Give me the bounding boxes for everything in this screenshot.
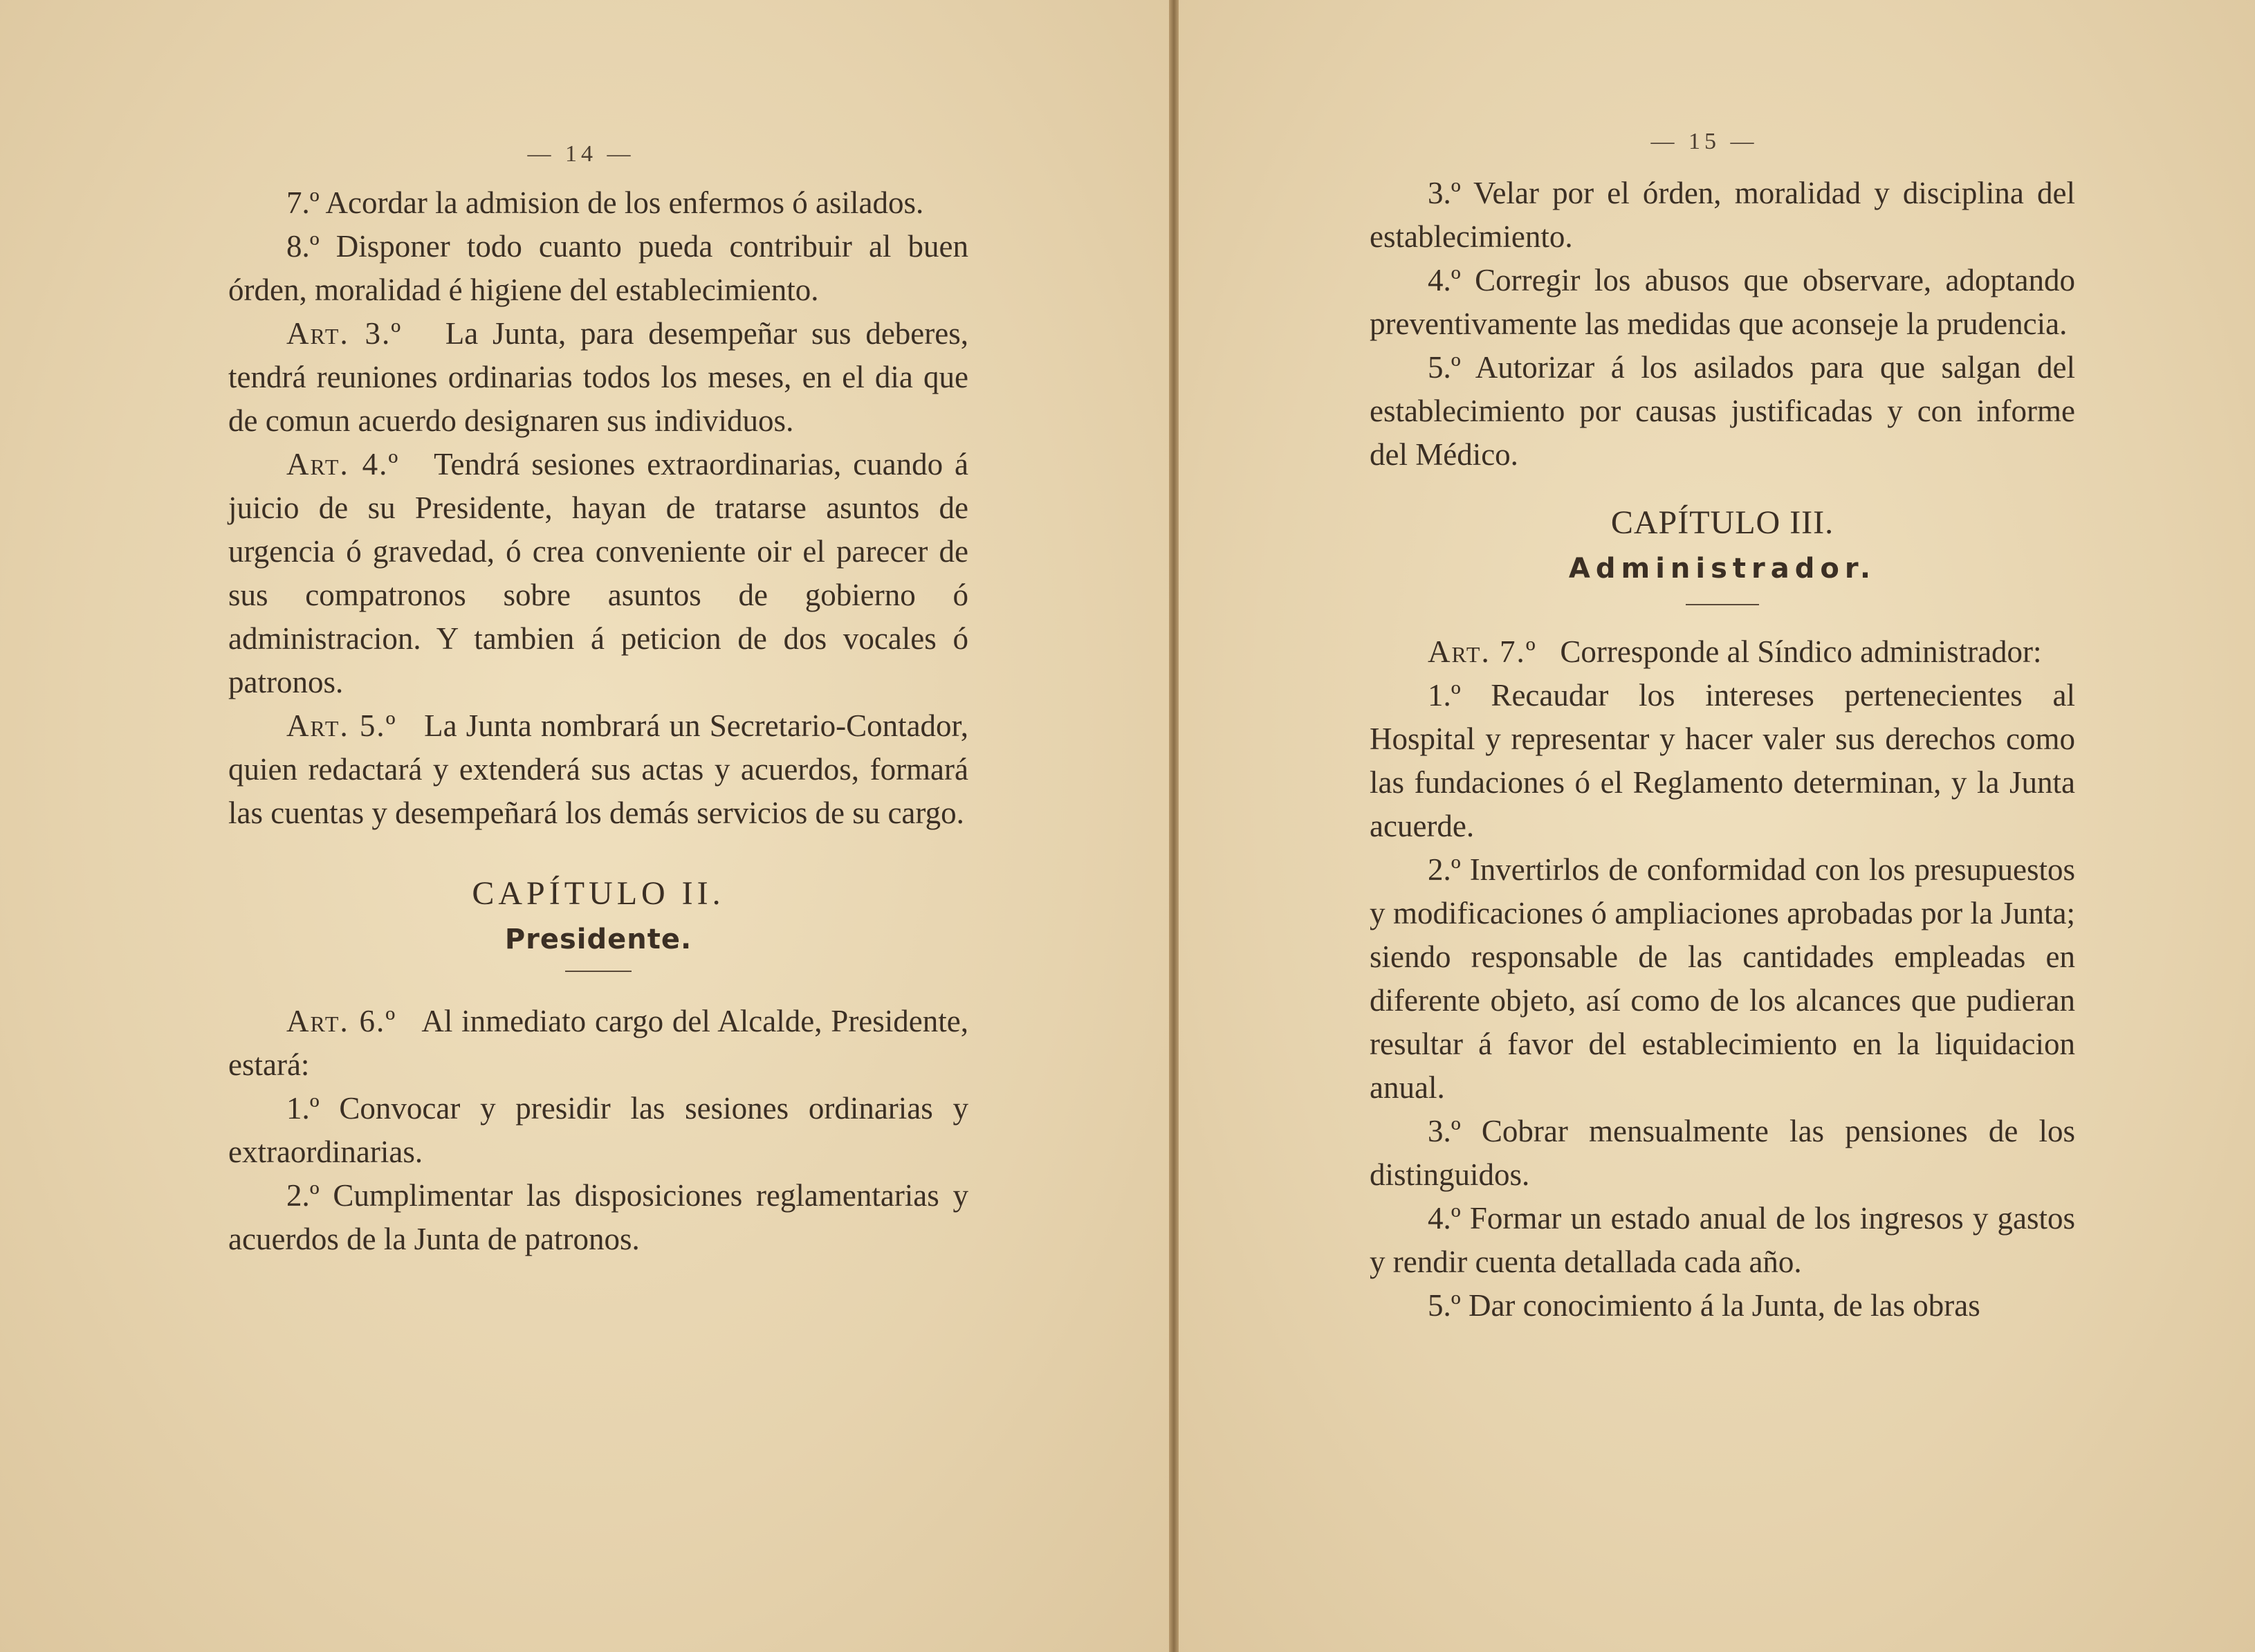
divider: [565, 971, 632, 972]
page-number: — 15 —: [1650, 129, 1758, 154]
article-label: Art. 7.º: [1428, 634, 1537, 669]
book-gutter: [1169, 0, 1179, 1652]
article-paragraph: [1370, 630, 2075, 674]
paragraph: 8.º Disponer todo cuanto pueda contribuir al buen órden, moralidad é higiene del establecimiento.: [228, 229, 968, 307]
paragraph: 4.º Corregir los abusos que observare, adoptando preventivamente las medidas que aconseje la prudencia.: [1370, 263, 2075, 341]
paragraph: 2.º Invertirlos de conformidad con los presupuestos y modificaciones ó ampliaciones aprobadas por la Junta; siendo responsable de las cantidades empleadas en diferente objeto, así como de los alcances que pudieran resultar á favor del establecimiento en la liquidacion anual.: [1370, 852, 2075, 1105]
article-text: La Junta nombrará un Secretario-Contador, quien redactará y extenderá sus actas y acuerdos, formará las cuentas y desempeñará los demás servicios de su cargo.: [228, 708, 968, 830]
article-text: La Junta, para desempeñar sus deberes, tendrá reuniones ordinarias todos los meses, en el dia que de comun acuerdo designaren sus individuos.: [228, 316, 969, 438]
right-page: [1179, 0, 2255, 1652]
section-title: Administrador.: [1568, 553, 1877, 585]
article-paragraph: [228, 443, 968, 704]
article-paragraph: [228, 312, 968, 443]
page-body: [1370, 172, 2075, 1328]
article-paragraph: [228, 1000, 968, 1087]
article-label: Art. 4.º: [286, 447, 400, 481]
paragraph: 3.º Cobrar mensualmente las pensiones de los distinguidos.: [1370, 1114, 2075, 1192]
article-text: Corresponde al Síndico administrador:: [1560, 634, 2042, 669]
paragraph: 1.º Convocar y presidir las sesiones ordinarias y extraordinarias.: [228, 1091, 968, 1169]
paragraph: 7.º Acordar la admision de los enfermos ó asilados.: [286, 185, 924, 220]
article-paragraph: [228, 704, 968, 835]
paragraph: 3.º Velar por el órden, moralidad y disciplina del establecimiento.: [1370, 176, 2075, 254]
paragraph: 2.º Cumplimentar las disposiciones reglamentarias y acuerdos de la Junta de patronos.: [228, 1178, 968, 1256]
paragraph: 5.º Dar conocimiento á la Junta, de las obras: [1428, 1288, 1980, 1323]
article-label: Art. 6.º: [286, 1004, 397, 1038]
article-text: Tendrá sesiones extraordinarias, cuando á juicio de su Presidente, hayan de tratarse asuntos de urgencia ó gravedad, ó crea conveniente oir el parecer de sus compatronos sobre asuntos de gobierno ó administracion. Y tambien á peticion de dos vocales ó patronos.: [228, 447, 968, 699]
paragraph: 1.º Recaudar los intereses pertenecientes al Hospital y representar y hacer valer sus derechos como las fundaciones ó el Reglamento determinan, y la Junta acuerde.: [1370, 678, 2075, 843]
article-text: Al inmediato cargo del Alcalde, Presidente, estará:: [228, 1004, 968, 1082]
page-body: [228, 181, 968, 1261]
chapter-heading: CAPÍTULO III.: [1610, 504, 1834, 541]
article-label: Art. 5.º: [286, 708, 397, 743]
paragraph: 5.º Autorizar á los asilados para que salgan del establecimiento por causas justificadas y con informe del Médico.: [1370, 350, 2075, 472]
article-label: Art. 3.º: [286, 316, 403, 351]
section-title: Presidente.: [504, 924, 692, 955]
chapter-heading: CAPÍTULO II.: [472, 875, 725, 912]
paragraph: 4.º Formar un estado anual de los ingresos y gastos y rendir cuenta detallada cada año.: [1370, 1201, 2075, 1279]
divider: [1686, 604, 1759, 605]
page-number: — 14 —: [527, 141, 635, 167]
